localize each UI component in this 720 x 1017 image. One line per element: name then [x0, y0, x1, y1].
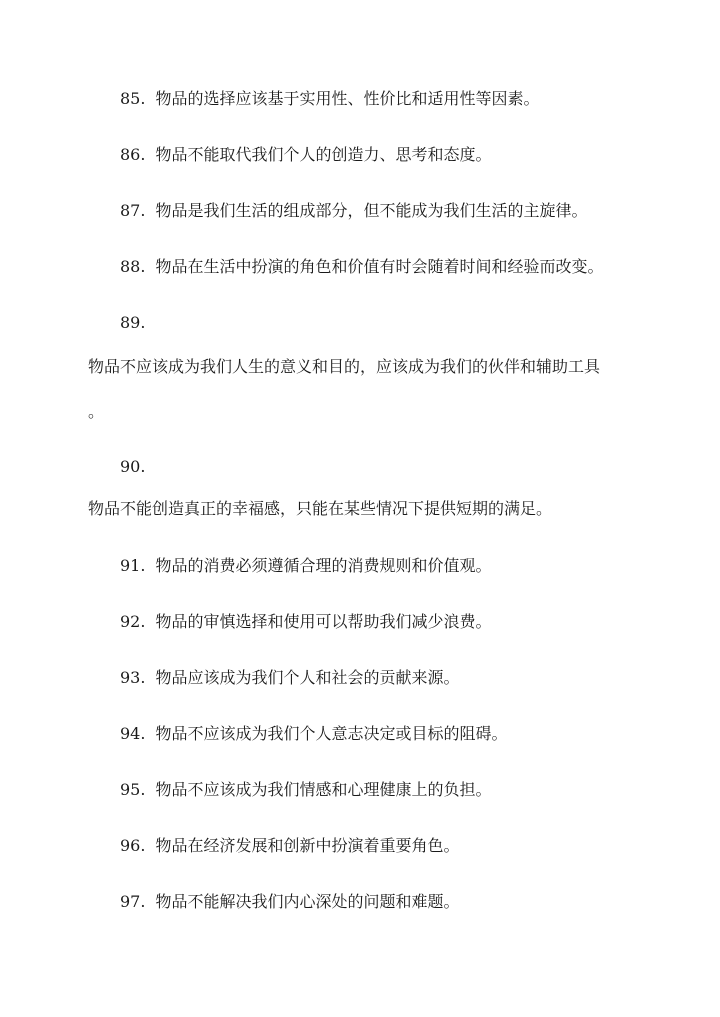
item-number: 97. [120, 892, 146, 911]
item-number: 93. [120, 668, 146, 687]
item-text: 物品的消费必须遵循合理的消费规则和价值观。 [155, 556, 492, 575]
item-number: 94. [120, 724, 146, 743]
item-text: 物品的审慎选择和使用可以帮助我们减少浪费。 [155, 612, 492, 631]
list-item [120, 668, 459, 688]
item-text: 物品不应该成为我们个人意志决定或目标的阻碍。 [155, 724, 508, 743]
list-item [120, 201, 587, 221]
item-text: 物品不应该成为我们人生的意义和目的，应该成为我们的伙伴和辅助工具 [88, 357, 601, 376]
item-text: 物品的选择应该基于实用性、性价比和适用性等因素。 [155, 89, 540, 108]
list-item [120, 145, 491, 165]
item-number: 96. [120, 836, 146, 855]
item-number: 87. [120, 201, 146, 220]
item-text: 物品是我们生活的组成部分，但不能成为我们生活的主旋律。 [155, 201, 588, 220]
item-number: 92. [120, 612, 146, 631]
item-text: 物品不能取代我们个人的创造力、思考和态度。 [155, 145, 492, 164]
list-item [120, 89, 539, 109]
item-text: 物品应该成为我们个人和社会的贡献来源。 [155, 668, 460, 687]
list-item [120, 556, 491, 576]
list-item [120, 836, 459, 856]
item-text: 物品不应该成为我们情感和心理健康上的负担。 [155, 780, 492, 799]
list-item [120, 612, 491, 632]
item-number: 85. [120, 89, 146, 108]
item-text: 物品在生活中扮演的角色和价值有时会随着时间和经验而改变。 [155, 257, 604, 276]
list-item [120, 892, 459, 912]
item-number: 89. [120, 313, 146, 332]
list-item [120, 780, 491, 800]
list-item [120, 257, 603, 277]
item-number: 86. [120, 145, 146, 164]
list-item [120, 724, 507, 744]
item-text: 物品不能解决我们内心深处的问题和难题。 [155, 892, 460, 911]
item-number: 90. [120, 457, 146, 476]
item-number: 95. [120, 780, 146, 799]
item-text: 物品在经济发展和创新中扮演着重要角色。 [155, 836, 460, 855]
item-text-trailing-punctuation: 。 [88, 402, 105, 421]
item-number: 91. [120, 556, 146, 575]
item-number: 88. [120, 257, 146, 276]
item-text: 物品不能创造真正的幸福感，只能在某些情况下提供短期的满足。 [88, 499, 553, 518]
